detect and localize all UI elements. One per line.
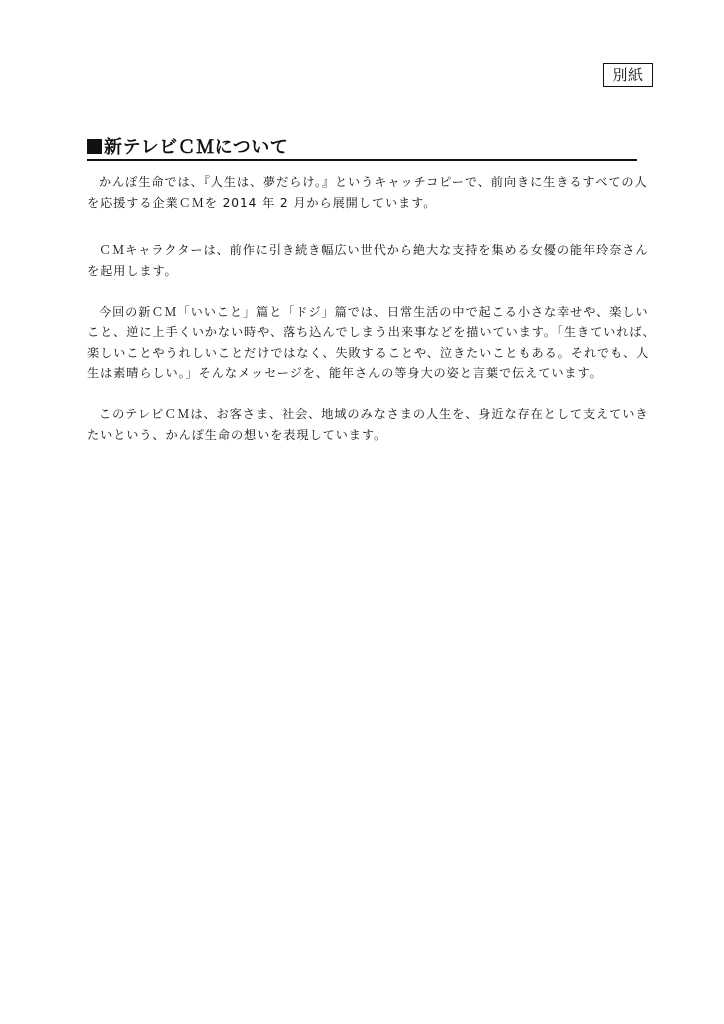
paragraph-line: を応援する企業ＣＭを 2014 年 2 月から展開しています。	[87, 195, 437, 210]
paragraph-line: 楽しいことやうれしいことだけではなく、失敗することや、泣きたいこともある。それでも、人	[87, 345, 650, 360]
attachment-label: 別紙	[603, 63, 653, 87]
paragraph-closing	[87, 404, 649, 445]
heading-title: 新テレビＣＭについて	[104, 137, 289, 158]
paragraph-line: たいという、かんぽ生命の想いを表現しています。	[87, 427, 388, 442]
square-bullet-icon	[87, 139, 102, 154]
paragraph-new-cm	[87, 302, 656, 384]
paragraph-line: このテレビＣＭは、お客さま、社会、地域のみなさまの人生を、身近な存在として支えていき	[99, 407, 649, 421]
paragraph-line: 今回の新ＣＭ「いいこと」篇と「ドジ」篇では、日常生活の中で起こる小さな幸せや、楽しい	[99, 304, 649, 319]
paragraph-line: かんぽ生命では、『人生は、夢だらけ。』というキャッチコピーで、前向きに生きるすべての人	[99, 175, 648, 189]
paragraph-line: を起用します。	[87, 263, 178, 278]
document-body	[87, 172, 656, 445]
paragraph-line: ＣＭキャラクターは、前作に引き続き幅広い世代から絶大な支持を集める女優の能年玲奈さん	[99, 243, 649, 257]
paragraph-character	[87, 240, 649, 281]
paragraph-line: こと、逆に上手くいかない時や、落ち込んでしまう出来事などを描いています。「生きていれば、	[87, 325, 656, 339]
paragraph-line: 生は素晴らしい。」そんなメッセージを、能年さんの等身大の姿と言葉で伝えています。	[87, 366, 603, 380]
section-heading	[87, 137, 637, 161]
paragraph-intro	[87, 172, 648, 213]
